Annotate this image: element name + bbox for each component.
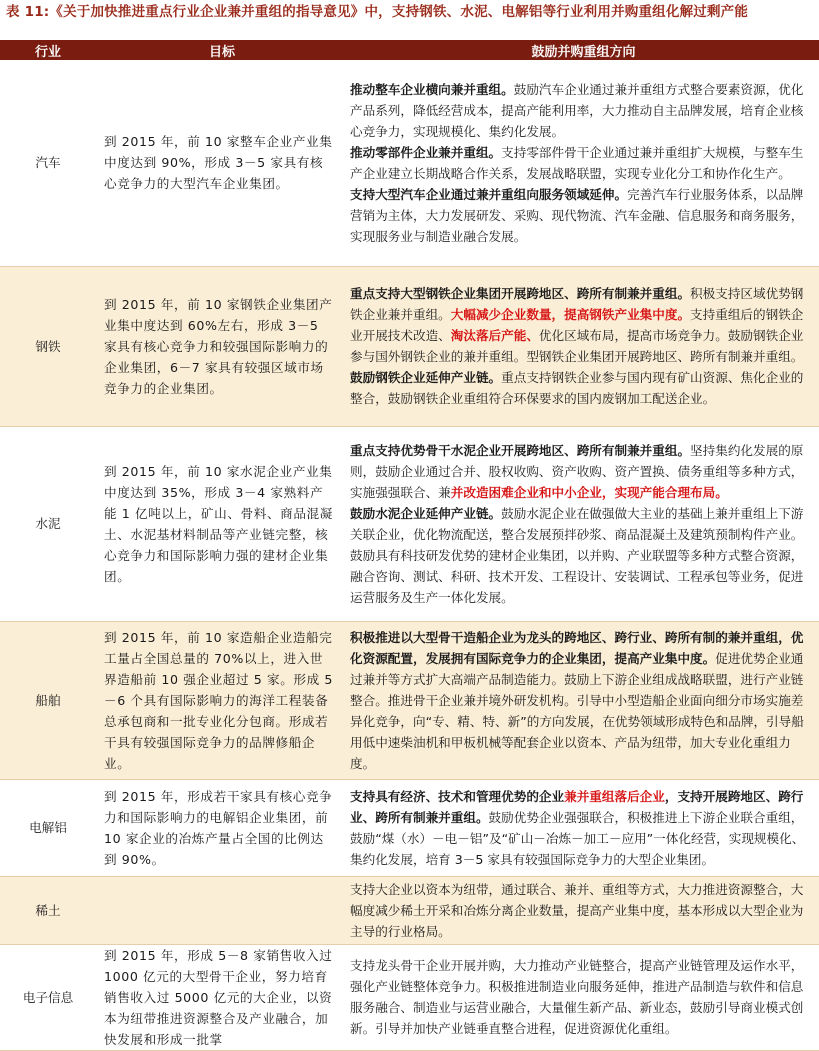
bold-text: 推动零部件企业兼并重组。 — [350, 144, 502, 160]
direction-cell — [348, 779, 819, 876]
body-text: 积极支持区域优势钢铁企业兼并重组。 — [350, 286, 804, 322]
direction-paragraph — [350, 283, 813, 367]
target-cell: 到 2015 年，前 10 家整车企业产业集中度达到 90%，形成 3－5 家具有核心竞争力的大型汽车企业集团。 — [96, 60, 348, 266]
direction-cell — [348, 944, 819, 1050]
direction-paragraph — [350, 879, 813, 942]
industry-cell: 船舶 — [0, 621, 96, 779]
table-row — [0, 266, 819, 426]
direction-paragraph — [350, 627, 813, 774]
table-row — [0, 426, 819, 621]
industry-cell: 汽车 — [0, 60, 96, 266]
bold-text: 重点支持优势骨干水泥企业开展跨地区、跨所有制兼并重组。 — [350, 442, 691, 458]
target-cell: 到 2015 年，前 10 家钢铁企业集团产业集中度达到 60%左右，形成 3－5 家具有核心竞争力和较强国际影响力的企业集团，6－7 家具有较强区域市场竞争力的企业集团。 — [96, 266, 348, 426]
table-row — [0, 876, 819, 944]
target-cell — [96, 876, 348, 944]
highlighted-text: 大幅减少企业数量，提高钢铁产业集中度。 — [450, 307, 691, 322]
industry-cell: 电子信息 — [0, 944, 96, 1050]
bold-text: 鼓励水泥企业延伸产业链。 — [350, 505, 502, 521]
direction-paragraph — [350, 786, 813, 870]
industry-cell: 稀土 — [0, 876, 96, 944]
bold-text: 积极推进以大型骨干造船企业为龙头的跨地区、跨行业、跨所有制的兼并重组，优化资源配置，发展拥有国际竞争力的企业集团，提高产业集中度。 — [350, 629, 804, 666]
bold-text: 推动整车企业横向兼并重组。 — [350, 81, 514, 97]
table-row — [0, 621, 819, 779]
industry-cell: 钢铁 — [0, 266, 96, 426]
bold-text: 重点支持大型钢铁企业集团开展跨地区、跨所有制兼并重组。 — [350, 286, 691, 301]
target-cell: 到 2015 年，形成若干家具有核心竞争力和国际影响力的电解铝企业集团，前 10 家企业的冶炼产量占全国的比例达到 90%。 — [96, 779, 348, 876]
direction-paragraph — [350, 184, 813, 247]
body-text: 促进优势企业通过兼并等方式扩大高端产品制造能力。鼓励上下游企业组成战略联盟，进行产业链整合。推进骨干企业兼并境外研发机构。引导中小型造船企业面向细分市场实施差异化竞争，向“专、精、特、新”的方向发展，在优势领域形成特色和品牌，引导船用低中速柴油机和甲板机械等配套企业以资本、产品为纽带，加大专业化重组力度。 — [350, 650, 804, 771]
body-text: 支持重组后的钢铁企业开展技术改造、 — [350, 307, 804, 343]
body-text: 优化区域布局，提高市场竞争力。鼓励钢铁企业参与国外钢铁企业的兼并重组。型钢铁企业集团开展跨地区、跨所有制兼并重组。 — [350, 328, 804, 364]
bold-text: 支持具有经济、技术和管理优势的企业 — [350, 788, 565, 804]
body-text: 支持大企业以资本为纽带，通过联合、兼并、重组等方式，大力推进资源整合，大幅度减少稀土开采和冶炼分离企业数量，提高产业集中度，基本形成以大型企业为主导的行业格局。 — [350, 881, 804, 939]
header-target: 目标 — [96, 40, 348, 60]
industry-cell: 电解铝 — [0, 779, 96, 876]
table-header-row — [0, 40, 819, 60]
direction-paragraph — [350, 440, 813, 503]
table-row — [0, 60, 819, 266]
body-text: 鼓励优势企业强强联合，积极推进上下游企业联合重组，鼓励“煤（水）－电－铝”及“矿山－冶炼－加工－应用”一体化经营，实现规模化、集约化发展，培育 3－5 家具有较强国际竞争力的大型企业集团。 — [350, 809, 805, 867]
industry-cell: 水泥 — [0, 426, 96, 621]
body-text: 重点支持钢铁企业参与国内现有矿山资源、焦化企业的整合，鼓励钢铁企业重组符合环保要求的国内废钢加工配送企业。 — [350, 370, 804, 406]
body-text: 完善汽车行业服务体系，以品牌营销为主体，大力发展研发、采购、现代物流、汽车金融、信息服务和商务服务，实现服务业与制造业融合发展。 — [350, 186, 804, 244]
target-cell: 到 2015 年，前 10 家造船企业造船完工量占全国总量的 70%以上，进入世界造船前 10 强企业超过 5 家。形成 5－6 个具有国际影响力的海洋工程装备总承包商和一批专业化分包商。形成若干具有较强国际竞争力的品牌修船企业。 — [96, 621, 348, 779]
highlighted-text: 淘汰落后产能、 — [450, 328, 539, 343]
table-caption: 表 11:《关于加快推进重点行业企业兼并重组的指导意见》中，支持钢铁、水泥、电解铝等行业利用并购重组化解过剩产能 — [6, 4, 749, 20]
body-text: 支持龙头骨干企业开展并购，大力推动产业链整合，提高产业链管理及运作水平，强化产业链整体竞争力。积极推进制造业向服务延伸，推进产品制造与软件和信息服务融合、制造业与运营业融合，大量催生新产品、新业态，鼓励引导商业模式创新。引导并加快产业链垂直整合进程，促进资源优化重组。 — [350, 958, 804, 1036]
direction-cell — [348, 60, 819, 266]
highlighted-text: 并改造困难企业和中小企业，实现产能合理布局。 — [450, 484, 728, 500]
direction-paragraph — [350, 955, 813, 1039]
direction-cell — [348, 621, 819, 779]
header-direction: 鼓励并购重组方向 — [348, 40, 819, 60]
bold-text: 支持大型汽车企业通过兼并重组向服务领域延伸。 — [350, 186, 628, 202]
body-text: 鼓励水泥企业在做强做大主业的基础上兼并重组上下游关联企业，优化物流配送，整合发展预拌砂浆、商品混凝土及建筑预制构件产业。鼓励具有科技研发优势的建材企业集团，以并购、产业联盟等多种方式整合资源，融合咨询、测试、科研、技术开发、工程设计、安装调试、工程承包等业务，促进运营服务及生产一体化发展。 — [350, 505, 804, 605]
direction-paragraph — [350, 79, 813, 142]
target-cell: 到 2015 年，形成 5－8 家销售收入过 1000 亿元的大型骨干企业，努力培育销售收入过 5000 亿元的大企业，以资本为纽带推进资源整合及产业融合，加快发展和形成一批掌 — [96, 944, 348, 1050]
direction-paragraph — [350, 503, 813, 608]
merger-guidance-table — [0, 40, 819, 1051]
body-text: 鼓励汽车企业通过兼并重组方式整合要素资源，优化产品系列，降低经营成本，提高产能利用率，大力推动自主品牌发展，培育企业核心竞争力，实现规模化、集约化发展。 — [350, 81, 804, 139]
table-body — [0, 60, 819, 1050]
target-cell: 到 2015 年，前 10 家水泥企业产业集中度达到 35%，形成 3－4 家熟料产能 1 亿吨以上，矿山、骨料、商品混凝土、水泥基材料制品等产业链完整，核心竞争力和国际影响力强的建材企业集团。 — [96, 426, 348, 621]
table-row — [0, 944, 819, 1050]
body-text: 坚持集约化发展的原则，鼓励企业通过合并、股权收购、资产收购、资产置换、债务重组等多种方式，实施强强联合、兼 — [350, 442, 804, 500]
header-industry: 行业 — [0, 40, 96, 60]
bold-text: ，支持开展跨地区、跨行业、跨所有制兼并重组。 — [350, 788, 804, 825]
table-row — [0, 779, 819, 876]
direction-cell — [348, 266, 819, 426]
body-text: 支持零部件骨干企业通过兼并重组扩大规模，与整车生产企业建立长期战略合作关系，发展战略联盟，实现专业化分工和协作化生产。 — [350, 144, 804, 181]
direction-paragraph — [350, 142, 813, 184]
bold-text: 鼓励钢铁企业延伸产业链。 — [350, 370, 502, 385]
direction-cell — [348, 426, 819, 621]
highlighted-text: 兼并重组落后企业 — [564, 788, 665, 804]
direction-cell — [348, 876, 819, 944]
direction-paragraph — [350, 367, 813, 409]
